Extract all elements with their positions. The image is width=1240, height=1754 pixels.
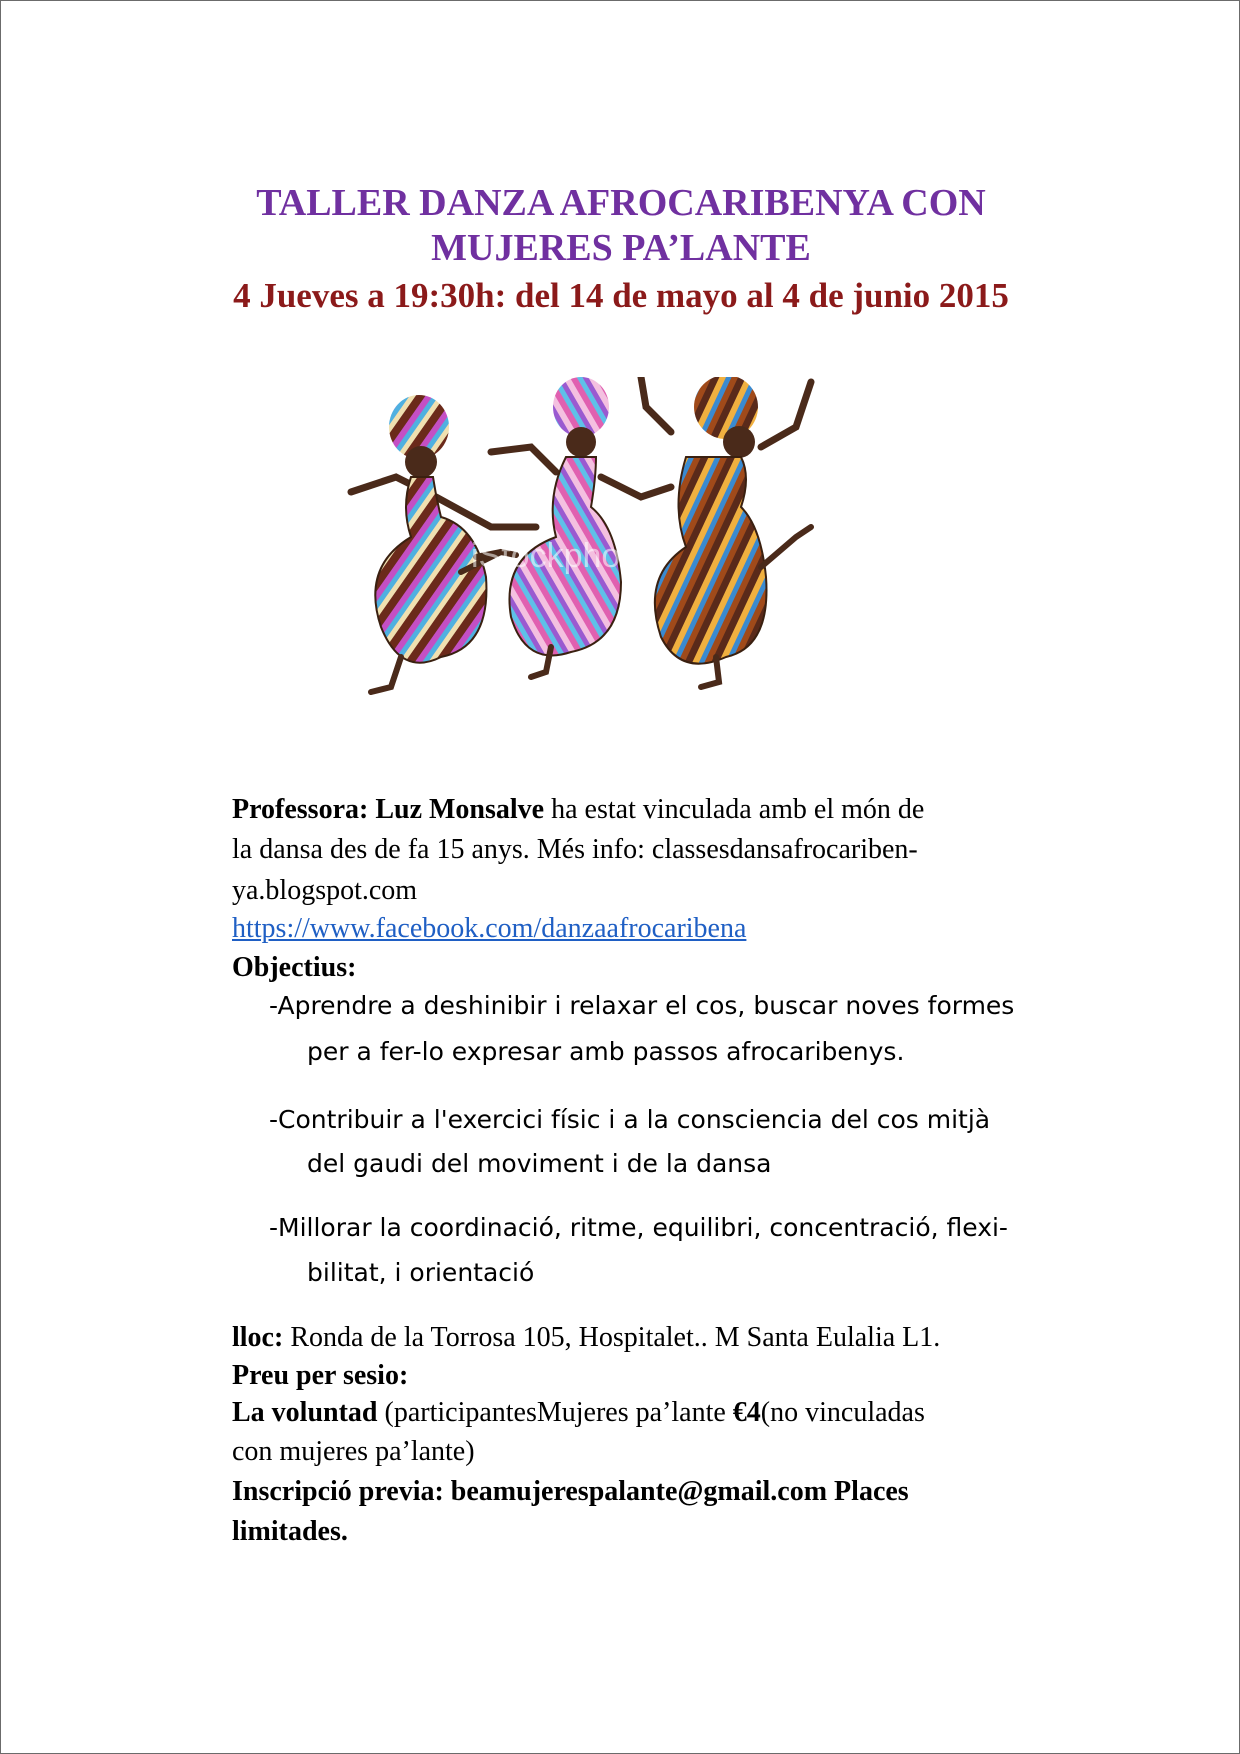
objective-1-line2: per a fer-lo expresar amb passos afrocaribenys. — [307, 1037, 905, 1066]
objective-1-line1: -Aprendre a deshinibir i relaxar el cos, buscar noves formes — [269, 991, 1015, 1020]
objective-3-line1: -Millorar la coordinació, ritme, equilibri, concentració, flexi- — [269, 1213, 1008, 1242]
poster-title-line1: TALLER DANZA AFROCARIBENYA CON — [256, 182, 986, 224]
registration-line2: limitades. — [232, 1516, 348, 1547]
dancers-illustration — [341, 377, 921, 757]
price-amount: €4 — [732, 1397, 761, 1428]
teacher-line2: la dansa des de fa 15 anys. Més info: classesdansafrocariben- — [232, 834, 918, 865]
registration-line1: Inscripció previa: beamujerespalante@gmail.com Places — [232, 1476, 909, 1507]
place-line — [232, 1319, 1082, 1357]
price-line2: con mujeres pa’lante) — [232, 1436, 475, 1467]
teacher-label: Professora: — [232, 794, 369, 825]
facebook-line — [232, 910, 1082, 948]
place-label: lloc: — [232, 1322, 284, 1353]
facebook-link[interactable]: https://www.facebook.com/danzaafrocaribena — [232, 913, 747, 944]
price-line1 — [232, 1394, 1082, 1432]
teacher-line1 — [232, 791, 1082, 829]
price-rest: (no vinculadas — [760, 1397, 925, 1428]
teacher-line1-rest: ha estat vinculada amb el món de — [544, 794, 925, 825]
poster-title-line2: MUJERES PA’LANTE — [431, 227, 811, 269]
price-voluntad: La voluntad — [232, 1397, 378, 1428]
price-label: Preu per sesio: — [232, 1360, 409, 1391]
stock-watermark: iStockphoto — [471, 537, 649, 575]
teacher-name: Luz Monsalve — [375, 794, 545, 825]
objective-3-line2: bilitat, i orientació — [307, 1258, 535, 1287]
objective-2-line1: -Contribuir a l'exercici físic i a la consciencia del cos mitjà — [269, 1105, 991, 1134]
dancer-orange — [641, 377, 811, 687]
blog-url: ya.blogspot.com — [232, 875, 418, 906]
place-value: Ronda de la Torrosa 105, Hospitalet.. M Santa Eulalia L1. — [283, 1322, 941, 1353]
poster-subtitle: 4 Jueves a 19:30h: del 14 de mayo al 4 de junio 2015 — [233, 276, 1009, 315]
price-mid: (participantesMujeres pa’lante — [377, 1397, 733, 1428]
objectives-label: Objectius: — [232, 952, 357, 983]
objective-2-line2: del gaudi del moviment i de la dansa — [307, 1149, 772, 1178]
